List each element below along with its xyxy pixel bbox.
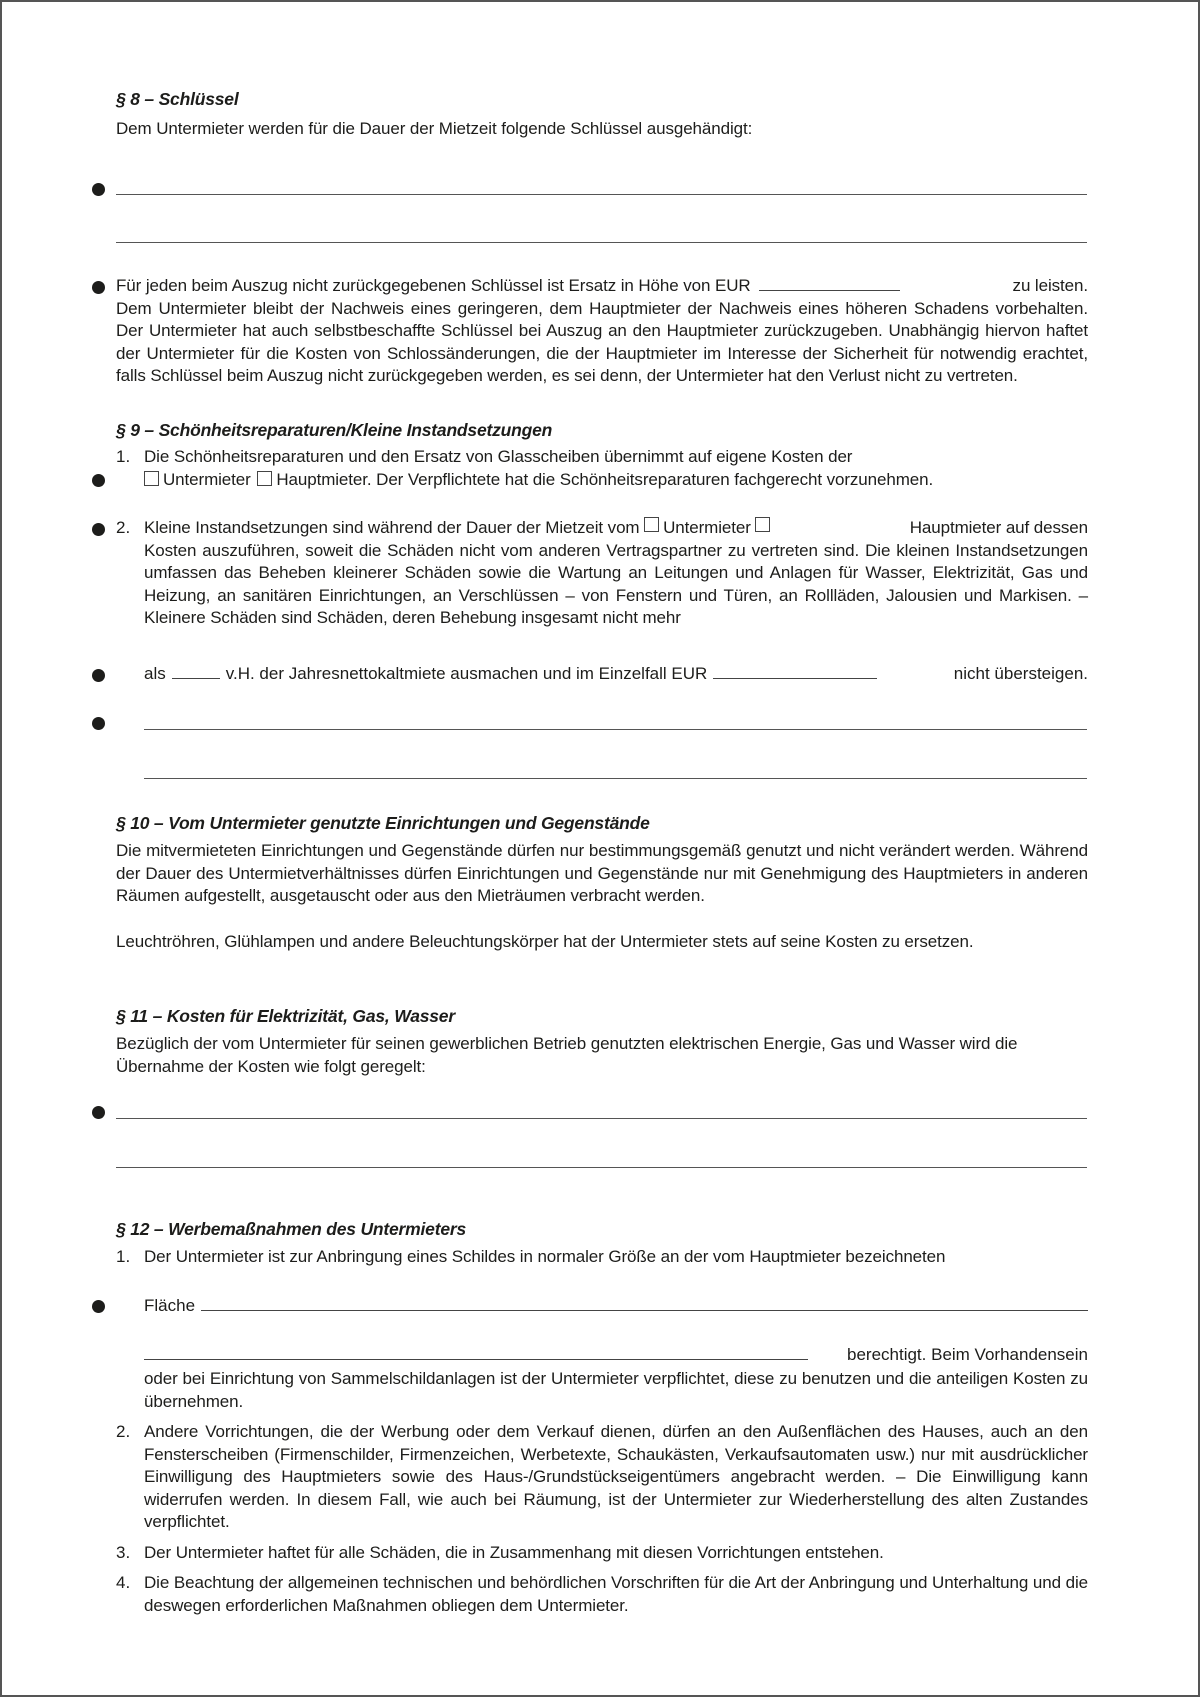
section-8-heading: § 8 – Schlüssel xyxy=(116,89,239,109)
s9-limit-line: als v.H. der Jahresnettokaltmiete ausmachen und im Einzelfall EUR nicht übersteigen. xyxy=(144,664,1088,683)
s9-item1-text: Die Schönheitsreparaturen und den Ersatz von Glasscheiben übernimmt auf eigene Kosten der xyxy=(144,447,853,466)
checkbox-hauptmieter[interactable] xyxy=(755,517,770,532)
keys-line-1[interactable] xyxy=(116,194,1087,195)
replacement-prefix: Für jeden beim Auszug nicht zurückgegebenen Schlüssel ist Ersatz in Höhe von EUR xyxy=(116,276,751,295)
s9-item1-options: Untermieter Hauptmieter. Der Verpflichtete hat die Schönheitsreparaturen fachgerecht vorzunehmen. xyxy=(144,469,933,492)
item-number: 4. xyxy=(116,1573,131,1592)
s11-line-2[interactable] xyxy=(116,1167,1087,1168)
section-11-heading: § 11 – Kosten für Elektrizität, Gas, Wasser xyxy=(116,1006,455,1026)
s12-area-line-2: berechtigt. Beim Vorhandensein xyxy=(144,1345,1088,1365)
section-10-para1: Die mitvermieteten Einrichtungen und Gegenstände dürfen nur bestimmungsgemäß genutzt und nicht verändert werden. Während der Dauer des Untermietverhältnisses dürfen Einrichtungen und Gegenstände nur mit Genehmigung des Hauptmieters in anderen Räumen aufgestellt, ausgetauscht oder aus den Mieträumen verbracht werden. xyxy=(116,841,1088,906)
section-11-intro: Bezüglich der vom Untermieter für seinen gewerblichen Betrieb genutzten elektrischen Energie, Gas und Wasser wird die Übernahme der Kosten wie folgt geregelt: xyxy=(116,1034,1018,1076)
checkbox-untermieter[interactable] xyxy=(144,471,159,486)
bullet-icon xyxy=(92,474,105,487)
section-10-heading: § 10 – Vom Untermieter genutzte Einrichtungen und Gegenstände xyxy=(116,813,650,833)
bullet-icon xyxy=(92,281,105,294)
s9-item2-text: Kosten auszuführen, soweit die Schäden nicht vom anderen Vertragspartner zu vertreten sind. Die kleinen Instandsetzungen umfassen das Beheben kleinerer Schäden sowie die Wartung an Leitungen und Anlagen für Wasser, Elektrizität, Gas und Heizung, an sanitären Einrichtungen, an Verschlüssen – von Fenstern und Türen, an Rollläden, Jalousien und Markisen. – Kleinere Schäden sind Schäden, deren Behebung insgesamt nicht mehr xyxy=(144,540,1088,628)
percent-field[interactable] xyxy=(172,678,220,679)
s12-item1-text: Der Untermieter ist zur Anbringung eines Schildes in normaler Größe an der vom Hauptmieter bezeichneten xyxy=(144,1247,946,1266)
bullet-icon xyxy=(92,1300,105,1313)
item-number: 2. xyxy=(116,518,131,537)
euro-amount-field[interactable] xyxy=(759,290,900,291)
item-number: 1. xyxy=(116,447,131,466)
item-number: 3. xyxy=(116,1543,131,1562)
bullet-icon xyxy=(92,669,105,682)
section-12-heading: § 12 – Werbemaßnahmen des Untermieters xyxy=(116,1219,466,1239)
section-8-replacement xyxy=(116,275,1088,388)
bullet-icon xyxy=(92,717,105,730)
s9-extra-line-1[interactable] xyxy=(144,729,1087,730)
bullet-icon xyxy=(92,523,105,536)
checkbox-hauptmieter[interactable] xyxy=(257,471,272,486)
s12-item3-text: Der Untermieter haftet für alle Schäden, die in Zusammenhang mit diesen Vorrichtungen entstehen. xyxy=(144,1543,884,1562)
area-field-continued[interactable] xyxy=(144,1359,808,1360)
item-number: 1. xyxy=(116,1247,131,1266)
section-9-heading: § 9 – Schönheitsreparaturen/Kleine Instandsetzungen xyxy=(116,420,553,440)
s12-item4-text: Die Beachtung der allgemeinen technischen und behördlichen Vorschriften für die Art der Anbringung und Unterhaltung und die deswegen erforderlichen Maßnahmen obliegen dem Untermieter. xyxy=(144,1573,1088,1615)
s9-item2: Kleine Instandsetzungen sind während der Dauer der Mietzeit vom Untermieter Hauptmieter auf dessen Kosten auszuführen, soweit die Schäden nicht vom anderen Vertragspartner zu vertreten sind. Die kleinen Instandsetzungen umfassen das Beheben kleinerer Schäden sowie die Wartung an Leitungen und Anlagen für Wasser, Elektrizität, Gas und Heizung, an sanitären Einrichtungen, an Verschlüssen – von Fenstern und Türen, an Rollläden, Jalousien und Markisen. – Kleinere Schäden sind Schäden, deren Behebung insgesamt nicht mehr xyxy=(144,517,1088,630)
replacement-suffix: zu leisten. xyxy=(1012,276,1088,295)
bullet-icon xyxy=(92,183,105,196)
euro-limit-field[interactable] xyxy=(713,678,877,679)
s12-item2-text: Andere Vorrichtungen, die der Werbung oder dem Verkauf dienen, dürfen an den Außenflächen des Hauses, auch an den Fensterscheiben (Firmenschilder, Firmenzeichen, Werbetexte, Schaukästen, Verkaufsautomaten usw.) nur mit ausdrücklicher Einwilligung des Hauptmieters sowie des Haus-/Grundstückseigentümers angebracht werden. – Die Einwilligung kann widerrufen werden. In diesem Fall, wie auch bei Räumung, ist der Untermieter zur Wiederherstellung des alten Zustandes verpflichtet. xyxy=(144,1422,1088,1532)
s11-line-1[interactable] xyxy=(116,1118,1087,1119)
checkbox-untermieter[interactable] xyxy=(644,517,659,532)
s12-area-line: Fläche xyxy=(144,1296,1088,1316)
section-10-para2: Leuchtröhren, Glühlampen und andere Beleuchtungskörper hat der Untermieter stets auf seine Kosten zu ersetzen. xyxy=(116,932,974,951)
s12-item1-rest: oder bei Einrichtung von Sammelschildanlagen ist der Untermieter verpflichtet, diese zu benutzen und die anteiligen Kosten zu übernehmen. xyxy=(144,1369,1088,1411)
s9-extra-line-2[interactable] xyxy=(144,778,1087,779)
replacement-text: Dem Untermieter bleibt der Nachweis eines geringeren, dem Hauptmieter der Nachweis eines höheren Schadens vorbehalten. Der Untermieter hat auch selbstbeschaffte Schlüssel bei Auszug an den Hauptmieter zurückzugeben. Unabhängig hiervon haftet der Untermieter für die Kosten von Schlossänderungen, die der Hauptmieter im Interesse der Sicherheit für notwendig erachtet, falls Schlüssel beim Auszug nicht zurückgegeben werden, es sei denn, der Untermieter hat den Verlust nicht zu vertreten. xyxy=(116,298,1088,386)
section-8-intro: Dem Untermieter werden für die Dauer der Mietzeit folgende Schlüssel ausgehändigt: xyxy=(116,119,753,138)
item-number: 2. xyxy=(116,1422,131,1441)
area-field[interactable] xyxy=(201,1310,1088,1311)
keys-line-2[interactable] xyxy=(116,242,1087,243)
bullet-icon xyxy=(92,1106,105,1119)
